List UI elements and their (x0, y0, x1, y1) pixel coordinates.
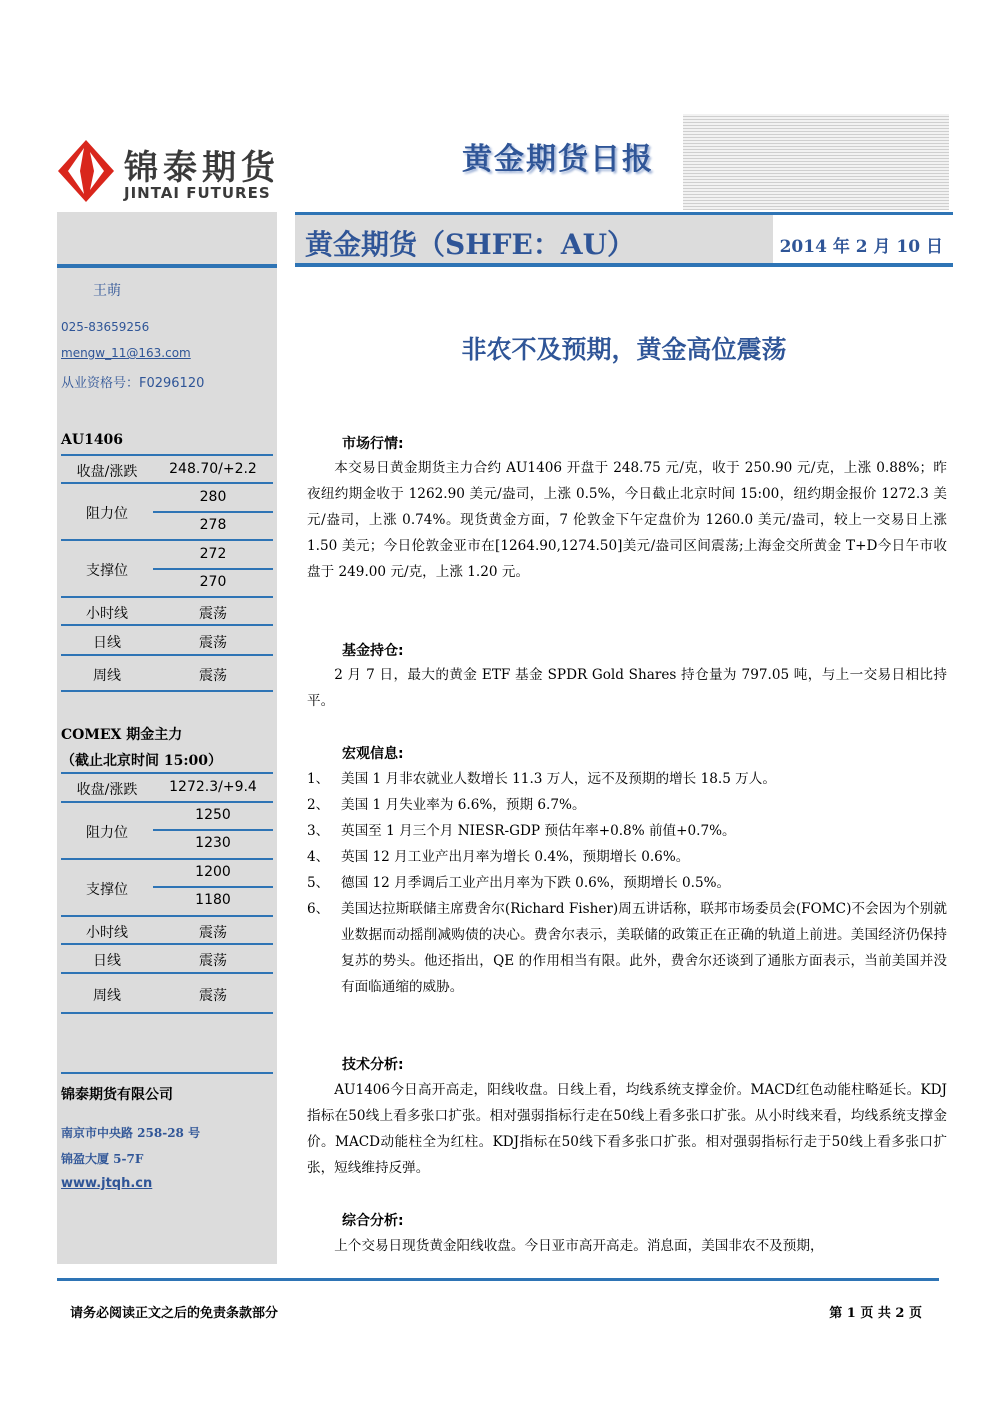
macro-item-text: 美国 1 月非农就业人数增长 11.3 万人，远不及预期的增长 18.5 万人。 (341, 771, 776, 787)
comex-close-row (61, 774, 273, 803)
au-resistance-value-1: 280 (199, 489, 227, 505)
company-name: 锦泰期货有限公司 (61, 1087, 173, 1103)
comex-table-title: COMEX 期金主力 (61, 727, 183, 743)
macro-item-number: 6、 (307, 901, 330, 917)
market-paragraph: 本交易日黄金期货主力合约 AU1406 开盘于 248.75 元/克，收于 250.90 元/克，上涨 0.88%；昨夜纽约期金收于 1262.90 美元/盎司，上涨 0.5%，今日截止北京时间 15:00，纽约期金报价 1272.3 美元/盎司，上涨 0.74%。现货黄金方面，7 伦敦金下午定盘价为 1260.0 美元/盎司，较上一交易日上涨 1.50 美元；今日伦敦金亚市在[1264.90,1274.50]美元/盎司区间震荡;上海金交所黄金 T+D今日午市收盘于 249.00 元/克，上涨 1.20 元。 (307, 460, 947, 580)
report-date: 2014 年 2 月 10 日 (779, 237, 943, 257)
sidebar-top-rule (57, 264, 277, 268)
date-area (775, 215, 953, 263)
macro-item-number: 1、 (307, 771, 330, 787)
fund-paragraph: 2 月 7 日，最大的黄金 ETF 基金 SPDR Gold Shares 持仓量为 797.05 吨，与上一交易日相比持平。 (307, 667, 947, 709)
comex-table-subtitle: （截止北京时间 15:00） (61, 753, 223, 769)
comex-resistance-value-1: 1250 (195, 807, 231, 823)
comex-weekly-label: 周线 (93, 988, 121, 1004)
au-hourly-row (61, 598, 273, 626)
analyst-certificate: 从业资格号：F0296120 (61, 376, 205, 391)
title-hatch-decoration (683, 114, 949, 210)
comex-resistance-label: 阻力位 (86, 825, 128, 841)
au-hourly-label: 小时线 (86, 606, 128, 622)
header-bottom-rule (295, 263, 953, 267)
comex-daily-row (61, 945, 273, 974)
au-daily-row (61, 626, 273, 656)
macro-item-number: 4、 (307, 849, 330, 865)
au-close-label: 收盘/涨跌 (76, 464, 138, 480)
au-weekly-label: 周线 (93, 668, 121, 684)
analyst-phone: 025-83659256 (61, 320, 150, 334)
summary-paragraph: 上个交易日现货黄金阳线收盘。今日亚市高开高走。消息面，美国非农不及预期， (334, 1238, 824, 1254)
au-table-title: AU1406 (61, 432, 124, 448)
macro-item-text: 美国达拉斯联储主席费舍尔(Richard Fisher)周五讲话称，联邦市场委员会(FOMC)不会因为个别就业数据而动摇削减购债的决心。费舍尔表示，美联储的政策正在正确的轨道上前进。美国经济仍保持复苏的势头。他还指出，QE 的作用相当有限。此外，费舍尔还谈到了通胀方面表示，当前美国并没有面临通缩的威胁。 (341, 901, 947, 995)
technical-paragraph: AU1406今日高开高走，阳线收盘。日线上看，均线系统支撑金价。MACD红色动能柱略延长。KDJ指标在50线上看多张口扩张。相对强弱指标行走在50线上看多张口扩张。从小时线来看，均线系统支撑金价。MACD动能柱全为红柱。KDJ指标在50线下看多张口扩张。相对强弱指标行走于50线上看多张口扩张，短线维持反弹。 (307, 1082, 947, 1176)
macro-item-text: 英国 12 月工业产出月率为增长 0.4%，预期增长 0.6%。 (341, 849, 690, 865)
au-weekly-row (61, 656, 273, 692)
comex-hourly-row (61, 917, 273, 945)
au-close-value: 248.70/+2.2 (169, 461, 257, 477)
logo-chinese-name: 锦泰期货 (124, 148, 280, 188)
company-logo (58, 140, 288, 210)
sidebar (57, 212, 277, 1264)
comex-resistance-value-2: 1230 (195, 835, 231, 851)
macro-item-number: 3、 (307, 823, 330, 839)
product-title-area (295, 215, 773, 263)
fund-section-title: 基金持仓: (342, 643, 404, 659)
macro-item-number: 2、 (307, 797, 330, 813)
au-weekly-value: 震荡 (199, 668, 227, 684)
comex-hourly-value: 震荡 (199, 925, 227, 941)
au-resistance-label: 阻力位 (86, 506, 128, 522)
analyst-email-link[interactable]: mengw_11@163.com (61, 346, 191, 360)
product-header-bar (295, 212, 953, 267)
company-address-line-2: 锦盈大厦 5-7F (61, 1152, 144, 1166)
au-support-row (61, 541, 273, 598)
au-resistance-row (61, 484, 273, 541)
company-top-rule (61, 1072, 273, 1074)
comex-close-label: 收盘/涨跌 (76, 782, 138, 798)
comex-support-value-2: 1180 (195, 892, 231, 908)
logo-english-name: JINTAI FUTURES (124, 184, 271, 202)
macro-section-title: 宏观信息: (342, 746, 404, 762)
comex-close-value: 1272.3/+9.4 (169, 779, 257, 795)
comex-daily-label: 日线 (93, 953, 121, 969)
analyst-name: 王萌 (93, 283, 121, 299)
au-close-row (61, 456, 273, 484)
comex-support-value-1: 1200 (195, 864, 231, 880)
comex-support-row (61, 860, 273, 917)
footer-rule (57, 1278, 939, 1281)
comex-weekly-row (61, 974, 273, 1014)
au-support-value-1: 272 (199, 546, 227, 562)
company-website-link[interactable]: www.jtqh.cn (61, 1176, 153, 1191)
macro-item-text: 美国 1 月失业率为 6.6%，预期 6.7%。 (341, 797, 586, 813)
au-daily-value: 震荡 (199, 635, 227, 651)
au-hourly-value: 震荡 (199, 606, 227, 622)
au-daily-label: 日线 (93, 635, 121, 651)
macro-item-text: 德国 12 月季调后工业产出月率为下跌 0.6%，预期增长 0.5%。 (341, 875, 731, 891)
article-headline: 非农不及预期，黄金高位震荡 (461, 335, 787, 364)
jintai-logo-icon (58, 140, 114, 202)
macro-item-text: 英国至 1 月三个月 NIESR-GDP 预估年率+0.8% 前值+0.7%。 (341, 823, 736, 839)
comex-daily-value: 震荡 (199, 953, 227, 969)
company-address-line-1: 南京市中央路 258-28 号 (61, 1126, 201, 1140)
au-support-value-2: 270 (199, 574, 227, 590)
footer-page-number: 第 1 页 共 2 页 (829, 1306, 922, 1321)
technical-section-title: 技术分析: (342, 1057, 404, 1073)
comex-weekly-value: 震荡 (199, 988, 227, 1004)
comex-resistance-row (61, 803, 273, 860)
macro-item-number: 5、 (307, 875, 330, 891)
product-title: 黄金期货（SHFE：AU） (305, 228, 636, 261)
footer-disclaimer: 请务必阅读正文之后的免责条款部分 (70, 1306, 279, 1321)
summary-section-title: 综合分析: (342, 1213, 404, 1229)
report-title: 黄金期货日报 (462, 142, 654, 177)
comex-support-label: 支撑位 (86, 882, 128, 898)
market-section-title: 市场行情: (342, 436, 404, 452)
au-resistance-value-2: 278 (199, 517, 227, 533)
au-support-label: 支撑位 (86, 563, 128, 579)
comex-hourly-label: 小时线 (86, 925, 128, 941)
